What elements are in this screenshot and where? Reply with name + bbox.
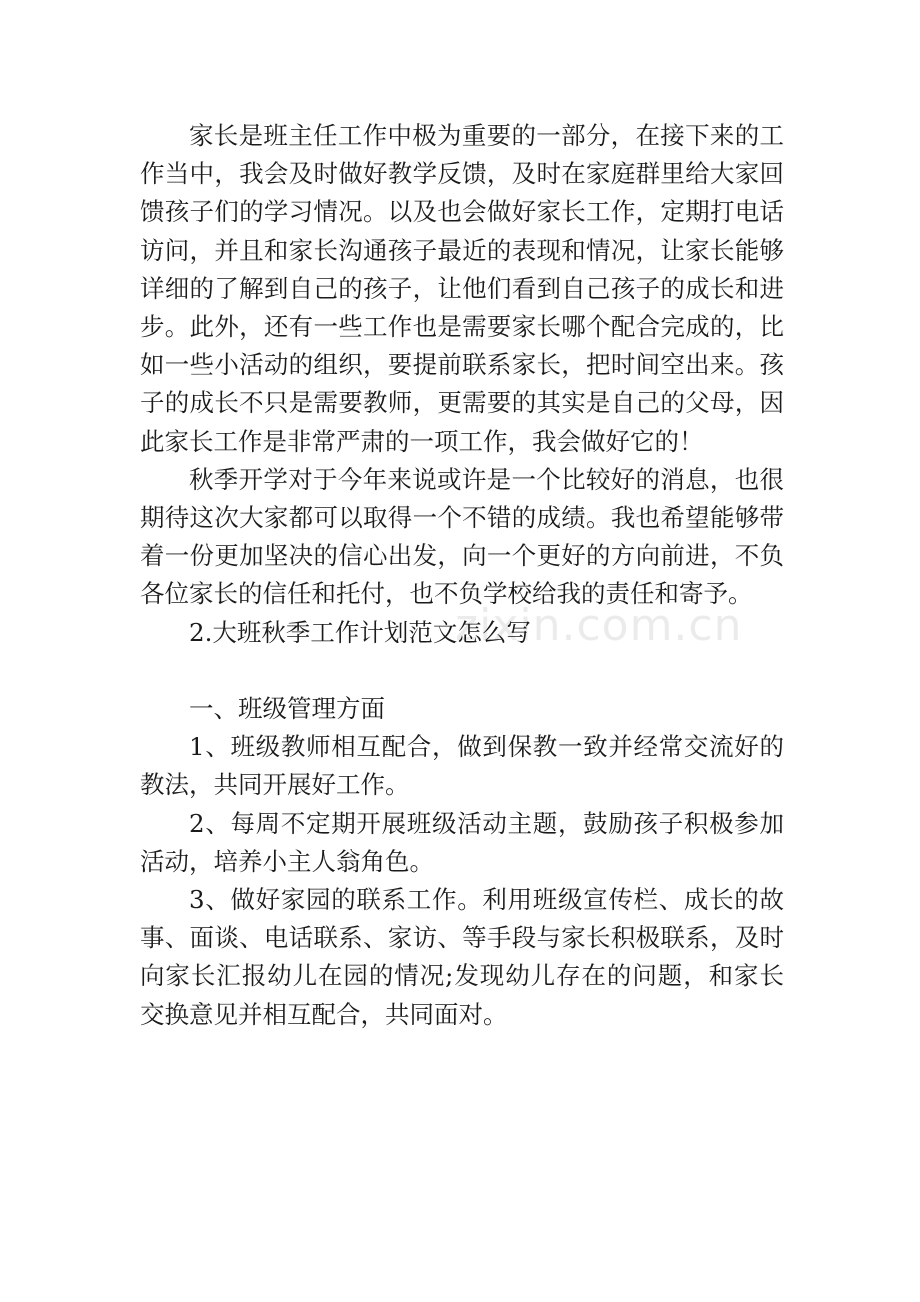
subheading-class-management: 一、班级管理方面 [189, 694, 385, 724]
list-item-teacher-cooperation: 1、班级教师相互配合，做到保教一致并经常交流好的教法，共同开展好工作。 [140, 732, 784, 800]
section-heading-plan: 2.大班秋季工作计划范文怎么写 [189, 617, 531, 647]
paragraph-parent-work: 家长是班主任工作中极为重要的一部分，在接下来的工作当中，我会及时做好教学反馈，及时在家庭群里给大家回馈孩子们的学习情况。以及也会做好家长工作，定期打电话访问，并且和家长沟通孩子最近的表现和情况，让家长能够详细的了解到自己的孩子，让他们看到自己孩子的成长和进步。此外，还有一些工作也是需要家长哪个配合完成的，比如一些小活动的组织，要提前联系家长，把时间空出来。孩子的成长不只是需要教师，更需要的其实是自己的父母，因此家长工作是非常严肃的一项工作，我会做好它的！ [140, 121, 784, 456]
list-item-home-school-contact: 3、做好家园的联系工作。利用班级宣传栏、成长的故事、面谈、电话联系、家访、等手段与家长积极联系，及时向家长汇报幼儿在园的情况;发现幼儿存在的问题，和家长交换意见并相互配合，共同面对。 [140, 885, 784, 1029]
document-body [140, 117, 784, 1034]
watermark: zixin.com.cn [455, 600, 743, 651]
list-item-weekly-activities: 2、每周不定期开展班级活动主题，鼓励孩子积极参加活动，培养小主人翁角色。 [140, 808, 784, 876]
paragraph-autumn-term: 秋季开学对于今年来说或许是一个比较好的消息，也很期待这次大家都可以取得一个不错的成绩。我也希望能够带着一份更加坚决的信心出发，向一个更好的方向前进，不负各位家长的信任和托付，也不负学校给我的责任和寄予。 [140, 464, 784, 609]
